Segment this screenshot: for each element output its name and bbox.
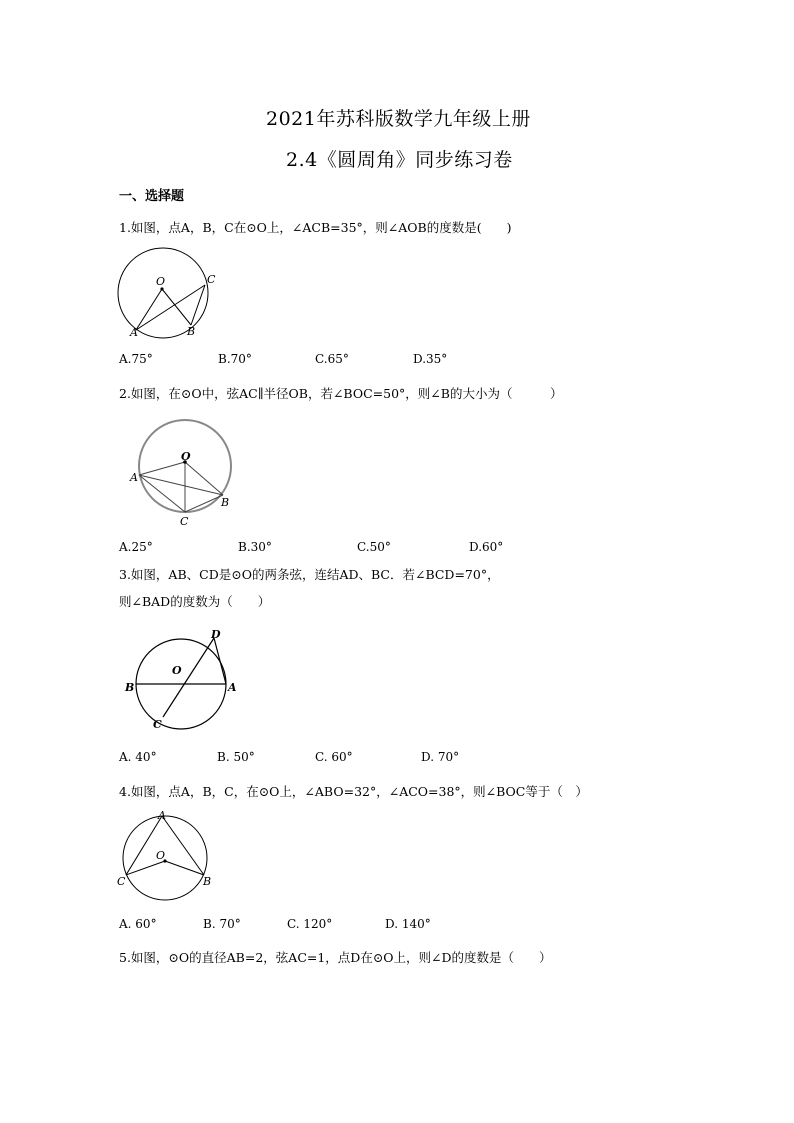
label-o: O bbox=[181, 450, 191, 463]
question-3-option-c: C. 60° bbox=[315, 750, 353, 764]
label-c: C bbox=[207, 273, 216, 286]
question-1-option-c: C.65° bbox=[315, 352, 349, 366]
label-b: B bbox=[203, 875, 212, 888]
question-3-text-2: 则∠BAD的度数为（ ） bbox=[119, 594, 271, 609]
label-o: O bbox=[172, 664, 182, 677]
label-a: A bbox=[228, 681, 237, 694]
section-heading: 一、选择题 bbox=[119, 189, 185, 204]
label-a: A bbox=[130, 471, 138, 484]
question-4-figure bbox=[115, 808, 225, 903]
label-b: B bbox=[221, 496, 230, 509]
question-1-text: 1.如图，点A，B，C在⊙O上，∠ACB=35°，则∠AOB的度数是( ) bbox=[119, 220, 512, 235]
question-2-option-b: B.30° bbox=[238, 540, 272, 554]
label-b: B bbox=[125, 681, 135, 694]
question-5-text: 5.如图，⊙O的直径AB=2，弦AC=1，点D在⊙O上，则∠D的度数是（ ） bbox=[119, 950, 552, 965]
question-3-option-d: D. 70° bbox=[421, 750, 460, 764]
question-2-figure bbox=[128, 415, 238, 530]
label-c: C bbox=[180, 515, 189, 528]
label-a: A bbox=[130, 326, 138, 339]
question-1-option-d: D.35° bbox=[413, 352, 448, 366]
question-4-option-c: C. 120° bbox=[287, 917, 333, 931]
label-b: B bbox=[187, 325, 196, 338]
label-o: O bbox=[156, 275, 166, 288]
question-2-text: 2.如图，在⊙O中，弦AC∥半径OB，若∠BOC=50°，则∠B的大小为（ ） bbox=[119, 386, 563, 401]
question-1-option-b: B.70° bbox=[218, 352, 252, 366]
title-line-2: 2.4《圆周角》同步练习卷 bbox=[286, 149, 513, 171]
question-3-figure bbox=[122, 625, 252, 735]
question-3-option-b: B. 50° bbox=[217, 750, 255, 764]
label-d: D bbox=[211, 628, 221, 641]
label-c: C bbox=[117, 875, 126, 888]
question-3-text: 3.如图，AB、CD是⊙O的两条弦，连结AD、BC．若∠BCD=70°， bbox=[119, 567, 500, 582]
question-4-option-b: B. 70° bbox=[203, 917, 241, 931]
question-2-option-c: C.50° bbox=[357, 540, 391, 554]
question-4-option-d: D. 140° bbox=[385, 917, 431, 931]
question-4-option-a: A. 60° bbox=[119, 917, 157, 931]
question-1-option-a: A.75° bbox=[119, 352, 153, 366]
question-2-option-a: A.25° bbox=[119, 540, 153, 554]
question-1-figure bbox=[115, 248, 225, 340]
question-4-text: 4.如图，点A，B，C，在⊙O上，∠ABO=32°，∠ACO=38°，则∠BOC等于（ ） bbox=[119, 784, 588, 799]
question-2-option-d: D.60° bbox=[469, 540, 504, 554]
question-3-option-a: A. 40° bbox=[119, 750, 157, 764]
label-c: C bbox=[153, 718, 162, 731]
label-o: O bbox=[156, 849, 166, 862]
label-a: A bbox=[158, 809, 166, 822]
title-line-1: 2021年苏科版数学九年级上册 bbox=[266, 108, 531, 130]
